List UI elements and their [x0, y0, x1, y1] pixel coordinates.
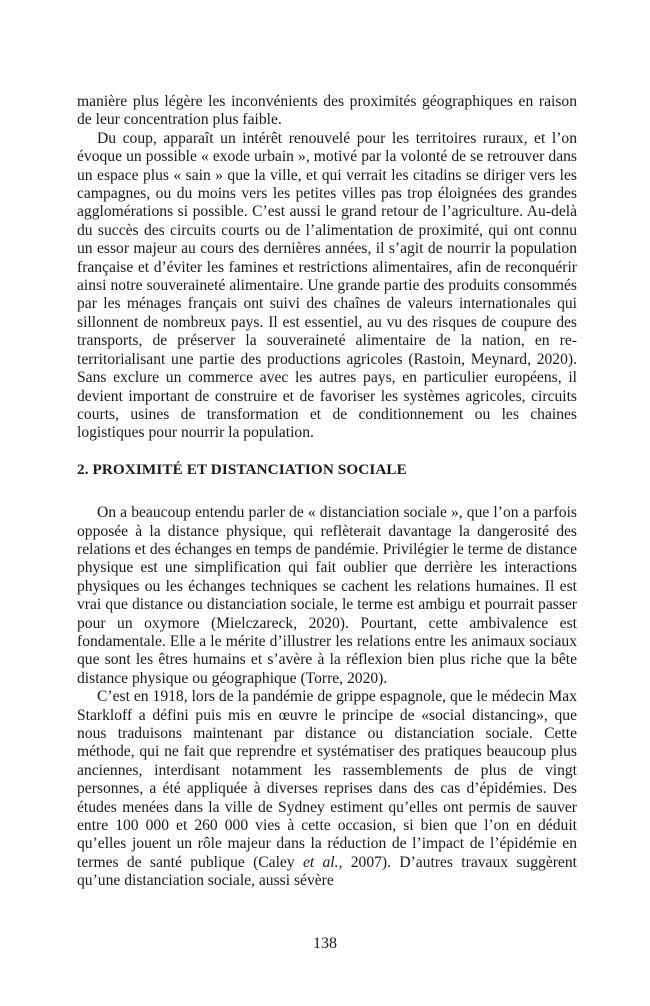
paragraph-spanish-flu [77, 688, 577, 890]
spanish-flu-text-end: 2007). D’autres travaux suggèrent qu’une distanciation sociale, aussi sévère [77, 853, 577, 890]
paragraph-social-distancing: On a beaucoup entendu parler de « distanciation sociale », que l’on a parfois opposée à la distance physique, qui reflèterait davantage la dangerosité des relations et des échanges en temps de pandémie. Privilégier le terme de distance physique est une simplification qui fait oublier que derrière les interactions physiques ou les échanges techniques se cachent les relations humaines. Il est vrai que distance ou distanciation sociale, le terme est ambigu et pourrait passer pour un oxymore (Mielczareck, 2020). Pourtant, cette ambivalence est fondamentale. Elle a le mérite d’illustrer les relations entre les animaux sociaux que sont les êtres humains et s’avère à la réflexion bien plus riche que la bête distance physique ou géographique (Torre, 2020). [77, 504, 577, 687]
body-text [77, 93, 577, 891]
section-heading: 2. PROXIMITÉ ET DISTANCIATION SOCIALE [77, 460, 407, 478]
et-al-italic: et al., [302, 853, 343, 871]
spanish-flu-text: C’est en 1918, lors de la pandémie de grippe espagnole, que le médecin Max Starkloff a défini puis mis en œuvre le principe de «social distancing», que nous traduisons maintenant par distance ou distanciation sociale. Cette méthode, qui ne fait que reprendre et systématiser des pratiques beaucoup plus anciennes, interdisant notamment les rassemblements de plus de vingt personnes, a été appliquée à diverses reprises dans des cas d’épidémies. Des études menées dans la ville de Sydney estiment qu’elles ont permis de sauver entre 100 000 et 260 000 vies à cette occasion, si bien que l’on en déduit qu’elles jouent un rôle majeur dans la réduction de l’impact de l’épidémie en termes de santé publique (Caley [77, 688, 577, 871]
page-number: 138 [313, 935, 337, 952]
paragraph-rural-territories: Du coup, apparaît un intérêt renouvelé pour les territoires ruraux, et l’on évoque un possible « exode urbain », motivé par la volonté de se retrouver dans un espace plus « sain » que la ville, et qui verrait les citadins se diriger vers les campagnes, ou du moins vers les petites villes pas trop éloignées des grandes agglomérations si possible. C’est aussi le grand retour de l’agriculture. Au-delà du succès des circuits courts ou de l’alimentation de proximité, qui ont connu un essor majeur au cours des dernières années, il s’agit de nourrir la population française et d’éviter les famines et restrictions alimentaires, afin de reconquérir ainsi notre souveraineté alimentaire. Une grande partie des produits consommés par les ménages français ont suivi des chaînes de valeurs internationales qui sillonnent de nombreux pays. Il est essentiel, au vu des risques de coupure des transports, de préserver la souveraineté alimentaire de la nation, en re-territorialisant une partie des productions agricoles (Rastoin, Meynard, 2020). Sans exclure un commerce avec les autres pays, en particulier européens, il devient important de construire et de favoriser les systèmes agricoles, circuits courts, usines de transformation et de conditionnement ou les chaines logistiques pour nourrir la population. [77, 129, 577, 442]
paragraph-continuation: manière plus légère les inconvénients des proximités géographiques en raison de leur concentration plus faible. [77, 93, 577, 129]
